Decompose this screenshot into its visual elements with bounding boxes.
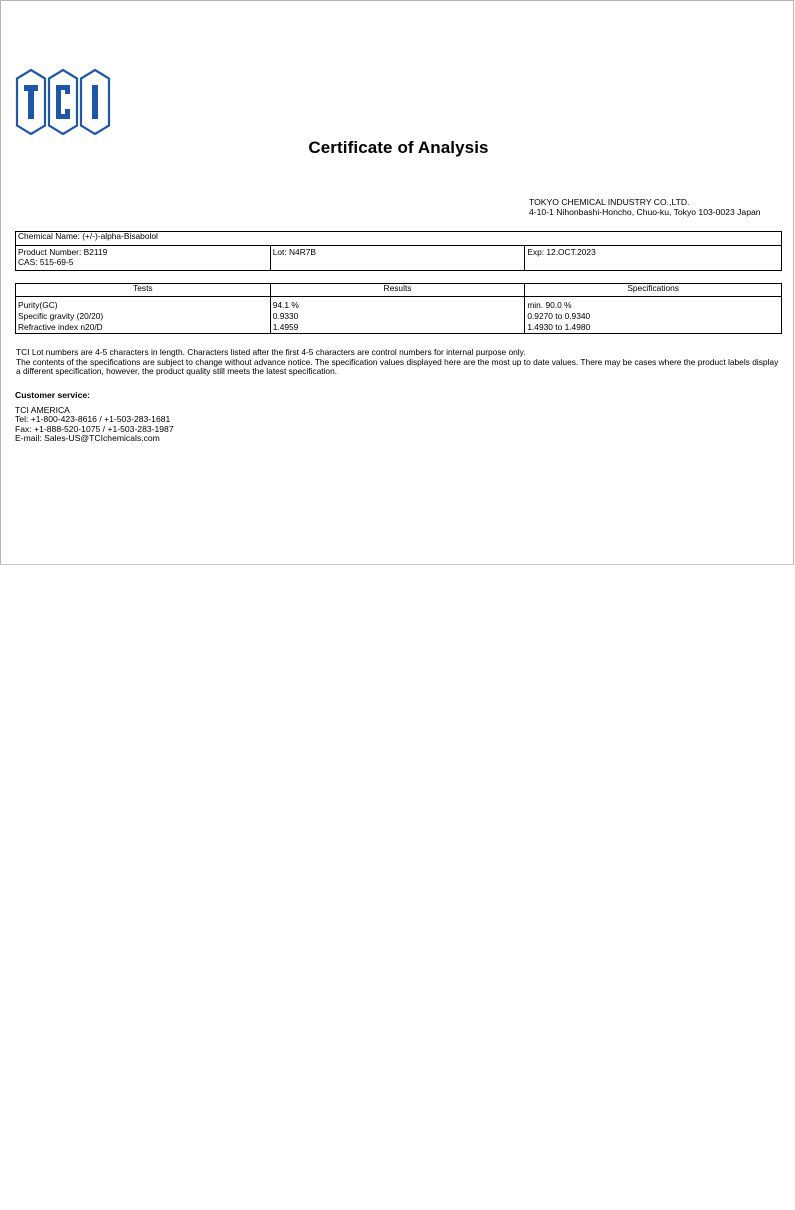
table-row <box>16 297 782 312</box>
document-title: Certificate of Analysis <box>308 138 489 157</box>
product-number-cell <box>16 246 271 271</box>
chemical-name-cell: Chemical Name: (+/-)-alpha-Bisabolol <box>16 232 782 246</box>
customer-service-heading: Customer service: <box>15 390 90 400</box>
customer-service-org: TCI AMERICA <box>15 404 70 415</box>
test-result: 94.1 % <box>270 297 525 312</box>
tests-table <box>15 283 782 334</box>
header-results: Results <box>270 284 525 297</box>
lot-note: TCI Lot numbers are 4-5 characters in length. Characters listed after the first 4-5 characters are control numbers for internal purpose only. <box>16 347 526 357</box>
table-row <box>16 311 782 322</box>
certificate-page <box>0 0 794 565</box>
lot-cell: Lot: N4R7B <box>270 246 525 271</box>
customer-service-fax: Fax: +1-888-520-1075 / +1-503-283-1987 <box>15 423 174 434</box>
customer-service-tel: Tel: +1-800-423-8616 / +1-503-283-1681 <box>15 414 171 425</box>
test-result: 0.9330 <box>270 311 525 322</box>
company-block <box>529 198 761 217</box>
test-name: Specific gravity (20/20) <box>16 311 271 322</box>
product-number: Product Number: B2119 <box>18 247 108 257</box>
test-spec: 1.4930 to 1.4980 <box>525 322 782 334</box>
test-spec: 0.9270 to 0.9340 <box>525 311 782 322</box>
test-spec: min. 90.0 % <box>525 297 782 312</box>
product-info-table <box>15 231 782 271</box>
company-address: 4-10-1 Nihonbashi-Honcho, Chuo-ku, Tokyo 103-0023 Japan <box>529 206 761 217</box>
notes-block <box>16 348 782 377</box>
customer-service-email: E-mail: Sales-US@TCIchemicals.com <box>15 433 160 444</box>
exp-cell: Exp: 12.OCT.2023 <box>525 246 782 271</box>
cas-number: CAS: 515-69-5 <box>18 256 74 267</box>
header-specifications: Specifications <box>525 284 782 297</box>
header-tests: Tests <box>16 284 271 297</box>
table-row <box>16 322 782 334</box>
customer-service-block <box>15 391 174 444</box>
test-result: 1.4959 <box>270 322 525 334</box>
tci-logo <box>15 69 111 135</box>
company-name: TOKYO CHEMICAL INDUSTRY CO.,LTD. <box>529 197 690 207</box>
spec-note: The contents of the specifications are subject to change without advance notice. The specification values displayed here are the most up to date values. There may be cases where the product labels display a different specification, however, the product quality still meets the latest specification. <box>16 356 779 377</box>
test-name: Purity(GC) <box>16 297 271 312</box>
test-name: Refractive index n20/D <box>16 322 271 334</box>
